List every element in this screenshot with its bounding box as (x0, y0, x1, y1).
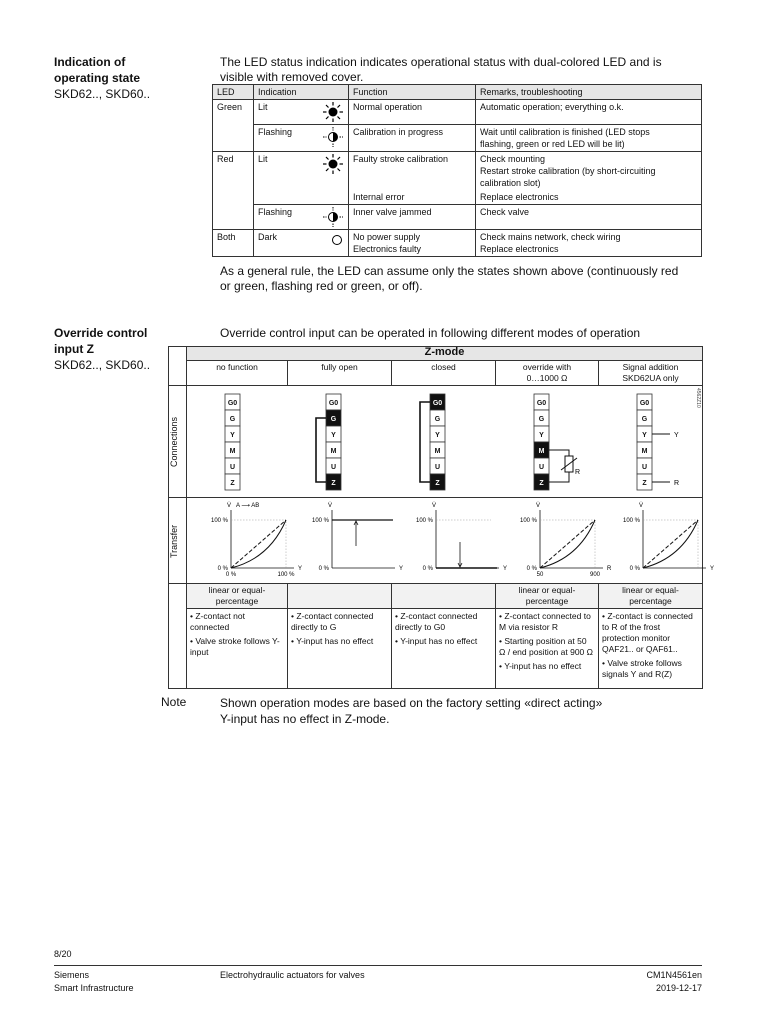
tick-label-0: 0 % (629, 566, 640, 572)
corner-cell (169, 347, 187, 386)
indication-cell: Lit (254, 152, 349, 205)
blank-cell (169, 584, 187, 689)
mode-override-resistor: override with 0…1000 Ω (496, 361, 599, 386)
terminal-label: Y (230, 432, 235, 439)
terminal-label: Y (539, 432, 544, 439)
footer-doc-number: CM1N4561en (646, 970, 702, 980)
tick-label-100: 100 % (622, 518, 640, 524)
y-wire-label: Y (674, 432, 679, 439)
section-models: SKD62.., SKD60.. (54, 87, 151, 101)
remarks-cell: Replace electronics (476, 190, 702, 205)
description-cell: • Z-contact not connected • Valve stroke follows Y-input (187, 609, 288, 689)
x-axis-label: Y (503, 566, 508, 572)
led-lit-icon (322, 153, 344, 175)
note-line-1: Shown operation modes are based on the factory setting «direct acting» (220, 696, 603, 710)
characteristic-cell (288, 584, 392, 609)
tick-label-100: 100 % (311, 518, 329, 524)
characteristic-cell: linear or equal- percentage (599, 584, 703, 609)
zmode-table (168, 346, 715, 689)
terminal-label: G (641, 416, 648, 423)
indication-cell: Flashing (254, 125, 349, 152)
footer-company: Siemens (54, 970, 90, 980)
function-cell: Internal error (349, 190, 476, 205)
terminal-label: U (229, 464, 236, 471)
terminal-label: Z (331, 480, 336, 487)
transfer-diagram (187, 498, 715, 580)
tick-label-0: 0 % (217, 566, 228, 572)
terminal-label: Y (435, 432, 440, 439)
transfer-label: Transfer (169, 523, 179, 558)
x-tick-100: 100 % (277, 572, 295, 578)
terminal-label: Z (230, 480, 235, 487)
zmode-header: Z-mode (187, 347, 703, 361)
v-axis-label: V̇ (226, 503, 232, 509)
general-rule-line-1: As a general rule, the LED can assume only the states shown above (continuously red (220, 264, 679, 278)
footer-rule (54, 965, 702, 966)
indication-cell: Flashing (254, 205, 349, 230)
function-cell: Inner valve jammed (349, 205, 476, 230)
x-tick-50: 50 (536, 572, 544, 578)
section-models: SKD62.., SKD60.. (54, 358, 151, 372)
flow-direction-label: A ⟶ AB (236, 503, 260, 509)
mode-fully-open: fully open (288, 361, 392, 386)
section-heading-override-2: input Z (54, 342, 94, 356)
linear-curve (540, 520, 595, 568)
terminal-label: U (641, 464, 648, 471)
r-wire-label: R (674, 480, 680, 487)
function-cell: Normal operation (349, 100, 476, 125)
v-axis-label: V̇ (327, 503, 333, 509)
led-dark-icon (330, 233, 344, 247)
terminal-label: M (229, 448, 236, 455)
indication-cell: Dark (254, 230, 349, 257)
remarks-cell: Check valve (476, 205, 702, 230)
connections-row (187, 386, 703, 498)
remarks-cell: Check mounting Restart stroke calibration (by short-circuiting calibration slot) (476, 152, 702, 191)
col-header-indication: Indication (254, 85, 349, 100)
jumper-wire (316, 418, 326, 482)
description-cell: • Z-contact is connected to R of the frost protection monitor QAF21.. or QAF61.. • Valve stroke follows signals Y and R(Z) (599, 609, 703, 689)
description-cell: • Z-contact connected to M via resistor R • Starting position at 50 Ω / end position at 900 Ω • Y-input has no effect (496, 609, 599, 689)
jumper-wire (420, 402, 430, 482)
terminal-label: Z (642, 480, 647, 487)
linear-curve (231, 520, 286, 568)
terminal-label: G0 (328, 400, 339, 407)
led-cell: Both (213, 230, 254, 257)
remarks-cell: Automatic operation; everything o.k. (476, 100, 702, 125)
document-code: 4562Z10 (695, 388, 701, 408)
description-cell: • Z-contact connected directly to G0 • Y-input has no effect (392, 609, 496, 689)
linear-curve (643, 520, 698, 568)
characteristic-cell: linear or equal- percentage (496, 584, 599, 609)
x-axis-label: Y (399, 566, 404, 572)
resistor-wire (549, 450, 569, 456)
mode-signal-addition: Signal addition SKD62UA only (599, 361, 703, 386)
terminal-label: G0 (536, 400, 547, 407)
tick-label-100: 100 % (210, 518, 228, 524)
resistor-label: R (575, 469, 581, 476)
terminal-label: Y (642, 432, 647, 439)
terminal-label: G (330, 416, 337, 423)
function-cell: No power supply Electronics faulty (349, 230, 476, 257)
remarks-cell: Check mains network, check wiring Replace electronics (476, 230, 702, 257)
tick-label-0: 0 % (422, 566, 433, 572)
x-axis-label: Y (710, 566, 715, 572)
characteristic-cell (392, 584, 496, 609)
footer-title: Electrohydraulic actuators for valves (220, 970, 365, 980)
section-heading-operating-state: Indication of operating state (54, 55, 141, 85)
terminal-label: U (330, 464, 337, 471)
function-cell: Faulty stroke calibration (349, 152, 476, 191)
connections-label: Connections (169, 416, 179, 467)
x-axis-label: Y (298, 566, 303, 572)
description-cell: • Z-contact connected directly to G • Y-input has no effect (288, 609, 392, 689)
transfer-row (187, 498, 715, 584)
terminal-label: Y (331, 432, 336, 439)
col-header-led: LED (213, 85, 254, 100)
connections-label-cell (169, 386, 187, 498)
led-cell: Red (213, 152, 254, 230)
terminal-label: G0 (639, 400, 650, 407)
tick-label-0: 0 % (318, 566, 329, 572)
resistor-wire (549, 472, 569, 482)
page-number: 8/20 (54, 949, 72, 959)
transfer-label-cell (169, 498, 187, 584)
terminal-label: M (330, 448, 337, 455)
tick-label-0: 0 % (526, 566, 537, 572)
terminal-label: M (538, 448, 545, 455)
led-status-table (212, 84, 702, 257)
terminal-label: M (434, 448, 441, 455)
led-flashing-icon (322, 206, 344, 228)
note-label: Note (161, 695, 187, 709)
footer-date: 2019-12-17 (655, 983, 702, 993)
intro-line-2: visible with removed cover. (220, 70, 364, 84)
indication-cell: Lit (254, 100, 349, 125)
connections-diagram (187, 386, 702, 494)
terminal-label: M (641, 448, 648, 455)
characteristic-cell: linear or equal- percentage (187, 584, 288, 609)
terminal-label: G (434, 416, 441, 423)
led-flashing-icon (322, 126, 344, 148)
mode-closed: closed (392, 361, 496, 386)
terminal-label: Z (435, 480, 440, 487)
terminal-label: G (538, 416, 545, 423)
x-tick-0: 0 % (225, 572, 237, 578)
terminal-label: Z (539, 480, 544, 487)
v-axis-label: V̇ (638, 503, 644, 509)
terminal-label: G (229, 416, 236, 423)
tick-label-100: 100 % (415, 518, 433, 524)
v-axis-label: V̇ (535, 503, 541, 509)
footer-division: Smart Infrastructure (54, 983, 134, 993)
led-lit-icon (322, 101, 344, 123)
terminal-label: G0 (227, 400, 238, 407)
function-cell: Calibration in progress (349, 125, 476, 152)
note-line-2: Y-input has no effect in Z-mode. (220, 712, 390, 726)
override-intro: Override control input can be operated in following different modes of operation (220, 326, 641, 340)
terminal-label: U (538, 464, 545, 471)
terminal-label: G0 (432, 400, 443, 407)
v-axis-label: V̇ (431, 503, 437, 509)
general-rule-line-2: or green, flashing red or green, or off). (220, 279, 423, 293)
col-header-remarks: Remarks, troubleshooting (476, 85, 702, 100)
intro-line-1: The LED status indication indicates operational status with dual-colored LED and is (220, 55, 662, 69)
x-axis-label: R (607, 566, 612, 572)
col-header-function: Function (349, 85, 476, 100)
section-heading-override-1: Override control (54, 326, 148, 340)
x-tick-900: 900 (589, 572, 601, 578)
remarks-cell: Wait until calibration is finished (LED stops flashing, green or red LED will be lit) (476, 125, 702, 152)
terminal-label: U (434, 464, 441, 471)
mode-no-function: no function (187, 361, 288, 386)
tick-label-100: 100 % (519, 518, 537, 524)
led-cell: Green (213, 100, 254, 152)
